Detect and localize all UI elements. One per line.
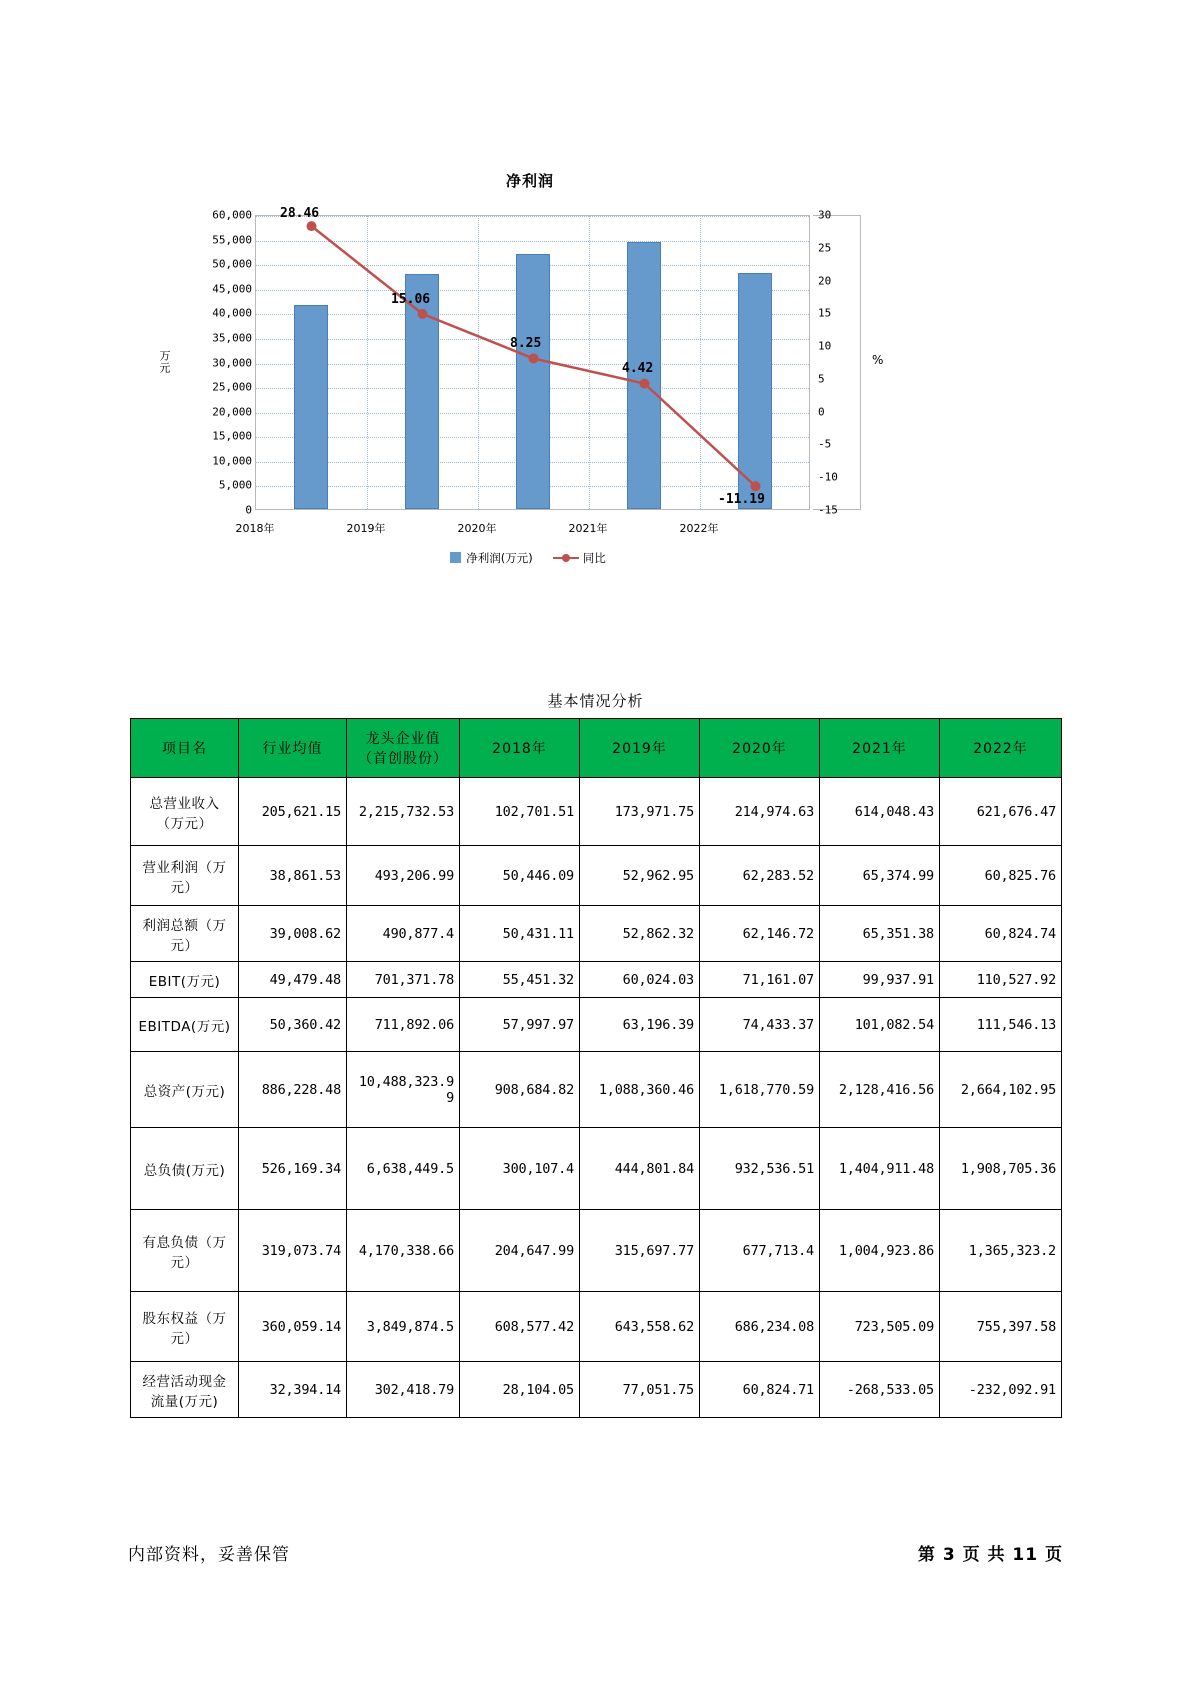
table-header-cell: 2020年 [700, 719, 820, 778]
cell-value: 723,505.09 [820, 1292, 940, 1362]
cell-value: -232,092.91 [940, 1362, 1062, 1418]
cell-value: 755,397.58 [940, 1292, 1062, 1362]
row-label: 总资产(万元) [131, 1052, 239, 1128]
cell-value: 110,527.92 [940, 962, 1062, 998]
cell-value: 686,234.08 [700, 1292, 820, 1362]
cell-value: 50,431.11 [460, 906, 580, 962]
chart-plot-area [255, 206, 810, 510]
cell-value: 2,664,102.95 [940, 1052, 1062, 1128]
y-axis-left-ticks [180, 208, 252, 517]
legend-bar-swatch [450, 552, 461, 563]
cell-value: 173,971.75 [580, 778, 700, 846]
cell-value: 493,206.99 [347, 846, 460, 906]
cell-value: 205,621.15 [239, 778, 347, 846]
y-axis-left-title: 万元 [158, 350, 171, 374]
table-header-cell: 2021年 [820, 719, 940, 778]
y-tick-left: 25,000 [212, 380, 252, 394]
table-row [131, 1128, 1062, 1210]
cell-value: 643,558.62 [580, 1292, 700, 1362]
cell-value: 65,351.38 [820, 906, 940, 962]
y-tick-left: 10,000 [212, 454, 252, 468]
y-tick-right: 30 [818, 208, 832, 222]
table-row [131, 906, 1062, 962]
row-label: 总营业收入（万元） [131, 778, 239, 846]
table-header-cell: 行业均值 [239, 719, 347, 778]
table-header-cell: 2018年 [460, 719, 580, 778]
y-tick-right: 5 [818, 372, 825, 386]
cell-value: 711,892.06 [347, 998, 460, 1052]
cell-value: 10,488,323.99 [347, 1052, 460, 1128]
legend-line-swatch [553, 552, 579, 563]
cell-value: 614,048.43 [820, 778, 940, 846]
cell-value: 50,360.42 [239, 998, 347, 1052]
y-tick-right: -10 [818, 470, 838, 484]
row-label: 利润总额（万元） [131, 906, 239, 962]
y-tick-right: 20 [818, 274, 832, 288]
basic-situation-table [130, 718, 1062, 1418]
cell-value: 886,228.48 [239, 1052, 347, 1128]
x-tick-2019: 2019年 [346, 522, 386, 535]
cell-value: 77,051.75 [580, 1362, 700, 1418]
cell-value: 932,536.51 [700, 1128, 820, 1210]
row-label: 股东权益（万元） [131, 1292, 239, 1362]
table-header-cell: 项目名 [131, 719, 239, 778]
cell-value: 3,849,874.5 [347, 1292, 460, 1362]
cell-value: 28,104.05 [460, 1362, 580, 1418]
cell-value: 1,618,770.59 [700, 1052, 820, 1128]
cell-value: 74,433.37 [700, 998, 820, 1052]
cell-value: 360,059.14 [239, 1292, 347, 1362]
y-tick-left: 20,000 [212, 405, 252, 419]
cell-value: 71,161.07 [700, 962, 820, 998]
cell-value: 621,676.47 [940, 778, 1062, 846]
cell-value: 2,215,732.53 [347, 778, 460, 846]
table-row [131, 962, 1062, 998]
cell-value: -268,533.05 [820, 1362, 940, 1418]
row-label: 营业利润（万元） [131, 846, 239, 906]
row-label: EBIT(万元) [131, 962, 239, 998]
cell-value: 60,824.74 [940, 906, 1062, 962]
cell-value: 908,684.82 [460, 1052, 580, 1128]
y-tick-left: 5,000 [218, 478, 252, 492]
cell-value: 60,024.03 [580, 962, 700, 998]
cell-value: 4,170,338.66 [347, 1210, 460, 1292]
cell-value: 52,962.95 [580, 846, 700, 906]
cell-value: 99,937.91 [820, 962, 940, 998]
cell-value: 38,861.53 [239, 846, 347, 906]
y-tick-left: 45,000 [212, 282, 252, 296]
yoy-line-series [256, 216, 811, 511]
x-tick-2018: 2018年 [235, 522, 275, 535]
cell-value: 57,997.97 [460, 998, 580, 1052]
y-tick-right: -15 [818, 503, 838, 517]
legend-label-yoy: 同比 [582, 551, 606, 565]
y-tick-left: 60,000 [212, 208, 252, 222]
table-header-cell: 2022年 [940, 719, 1062, 778]
table-header-cell: 2019年 [580, 719, 700, 778]
cell-value: 60,824.71 [700, 1362, 820, 1418]
cell-value: 62,146.72 [700, 906, 820, 962]
cell-value: 49,479.48 [239, 962, 347, 998]
cell-value: 2,128,416.56 [820, 1052, 940, 1128]
footer-note: 内部资料，妥善保管 [128, 1545, 290, 1565]
table-row [131, 1362, 1062, 1418]
cell-value: 50,446.09 [460, 846, 580, 906]
cell-value: 1,908,705.36 [940, 1128, 1062, 1210]
net-profit-chart [130, 170, 930, 575]
chart-area [150, 205, 910, 575]
cell-value: 490,877.4 [347, 906, 460, 962]
y-tick-left: 0 [245, 503, 252, 517]
cell-value: 1,365,323.2 [940, 1210, 1062, 1292]
table-title: 基本情况分析 [547, 692, 644, 710]
y-tick-right: 25 [818, 241, 832, 255]
table-header-row [131, 719, 1062, 778]
y-tick-left: 15,000 [212, 429, 252, 443]
cell-value: 608,577.42 [460, 1292, 580, 1362]
y-axis-right-title: % [872, 353, 884, 367]
yoy-label-2019: 15.06 [391, 292, 431, 307]
cell-value: 39,008.62 [239, 906, 347, 962]
x-tick-2021: 2021年 [568, 522, 608, 535]
cell-value: 101,082.54 [820, 998, 940, 1052]
cell-value: 300,107.4 [460, 1128, 580, 1210]
page-footer [0, 1540, 1191, 1580]
cell-value: 677,713.4 [700, 1210, 820, 1292]
y-tick-right: 0 [818, 405, 825, 419]
cell-value: 302,418.79 [347, 1362, 460, 1418]
cell-value: 444,801.84 [580, 1128, 700, 1210]
table-row [131, 1210, 1062, 1292]
cell-value: 1,088,360.46 [580, 1052, 700, 1128]
chart-legend [150, 550, 910, 566]
y-tick-right: -5 [818, 437, 832, 451]
yoy-label-2021: 4.42 [622, 361, 654, 376]
table-header-cell: 龙头企业值（首创股份） [347, 719, 460, 778]
table-row [131, 1052, 1062, 1128]
x-tick-2022: 2022年 [679, 522, 719, 535]
y-tick-left: 50,000 [212, 257, 252, 271]
footer-page-number: 第 3 页 共 11 页 [917, 1545, 1063, 1565]
cell-value: 62,283.52 [700, 846, 820, 906]
cell-value: 32,394.14 [239, 1362, 347, 1418]
table-row [131, 998, 1062, 1052]
x-tick-2020: 2020年 [457, 522, 497, 535]
row-label: 有息负债（万元） [131, 1210, 239, 1292]
cell-value: 52,862.32 [580, 906, 700, 962]
table-row [131, 778, 1062, 846]
yoy-label-2018: 28.46 [280, 206, 320, 221]
y-tick-left: 30,000 [212, 356, 252, 369]
y-tick-left: 55,000 [212, 233, 252, 247]
cell-value: 319,073.74 [239, 1210, 347, 1292]
row-label: EBITDA(万元) [131, 998, 239, 1052]
cell-value: 111,546.13 [940, 998, 1062, 1052]
row-label: 经营活动现金流量(万元) [131, 1362, 239, 1418]
cell-value: 526,169.34 [239, 1128, 347, 1210]
y-tick-left: 40,000 [212, 306, 252, 320]
table-row [131, 1292, 1062, 1362]
yoy-label-2022: -11.19 [718, 492, 765, 507]
yoy-label-2020: 8.25 [510, 336, 542, 351]
cell-value: 6,638,449.5 [347, 1128, 460, 1210]
y-tick-right: 10 [818, 339, 832, 353]
legend-label-net-profit: 净利润(万元) [466, 551, 533, 565]
cell-value: 204,647.99 [460, 1210, 580, 1292]
chart-title: 净利润 [505, 172, 554, 190]
y-tick-right: 15 [818, 306, 832, 320]
cell-value: 1,004,923.86 [820, 1210, 940, 1292]
cell-value: 1,404,911.48 [820, 1128, 940, 1210]
cell-value: 214,974.63 [700, 778, 820, 846]
y-axis-right-ticks [818, 208, 864, 517]
y-tick-left: 35,000 [212, 331, 252, 345]
cell-value: 63,196.39 [580, 998, 700, 1052]
row-label: 总负债(万元) [131, 1128, 239, 1210]
table-row [131, 846, 1062, 906]
cell-value: 65,374.99 [820, 846, 940, 906]
cell-value: 102,701.51 [460, 778, 580, 846]
cell-value: 60,825.76 [940, 846, 1062, 906]
cell-value: 315,697.77 [580, 1210, 700, 1292]
cell-value: 55,451.32 [460, 962, 580, 998]
cell-value: 701,371.78 [347, 962, 460, 998]
